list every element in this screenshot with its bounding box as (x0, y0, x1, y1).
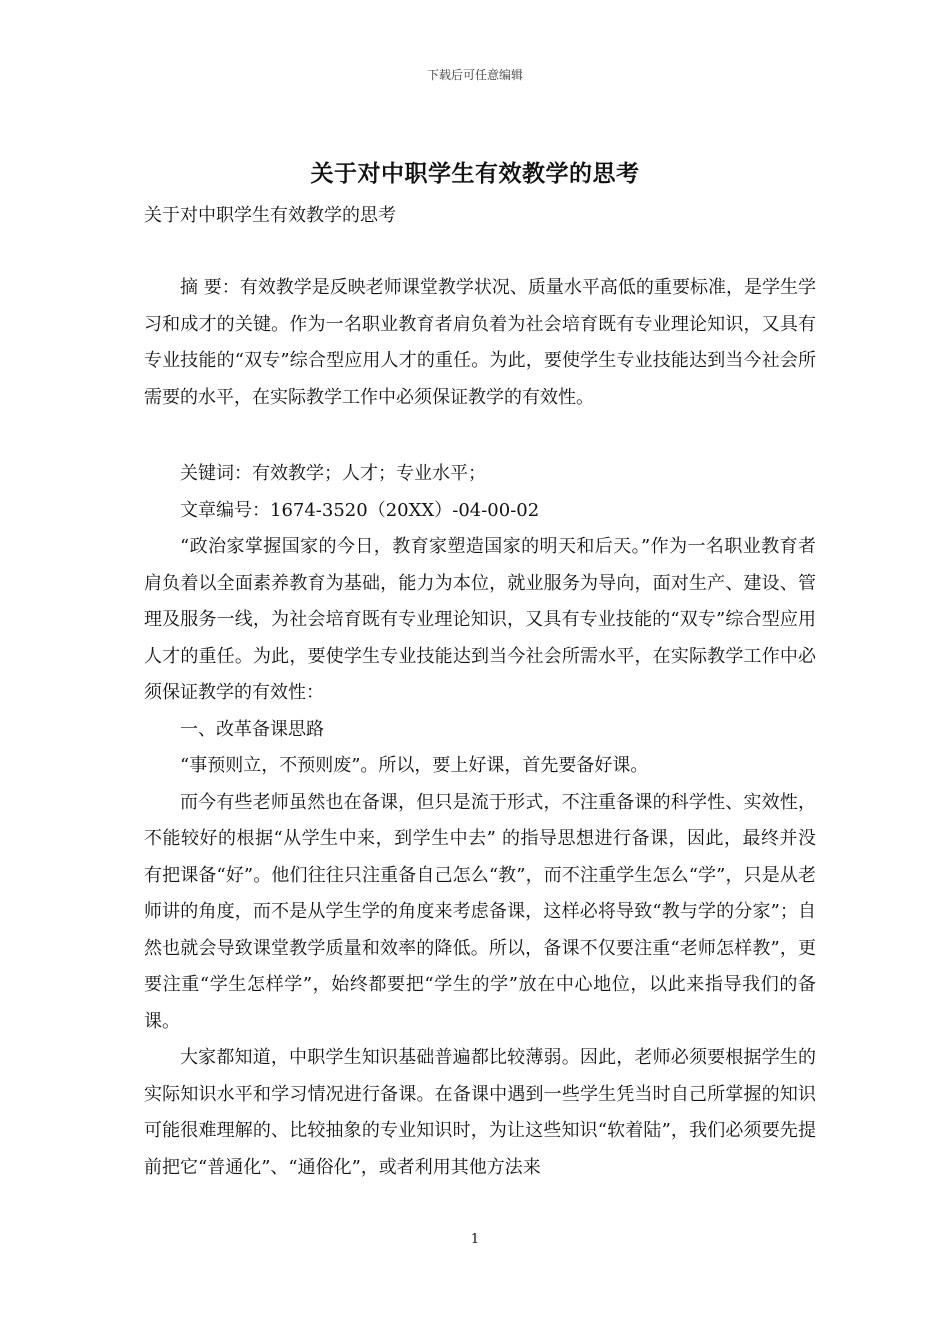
document-title: 关于对中职学生有效教学的思考 (310, 160, 640, 187)
keywords-line: 关键词：有效教学；人才；专业水平； (180, 463, 486, 484)
body-paragraph-intro: “政治家掌握国家的今日，教育家塑造国家的明天和后天。”作为一名职业教育者肩负着以全面素养教育为基础，能力为本位，就业服务为导向，面对生产、建设、管理及服务一线，为社会培育既有专业理论知识，又具有专业技能的“双专”综合型应用人才的重任。为此，要使学生专业技能达到当今社会所需水平，在实际教学工作中必须保证教学的有效性： (144, 536, 816, 703)
page-header-note: 下载后可任意编辑 (426, 68, 523, 82)
body-paragraph-student-level: 大家都知道，中职学生知识基础普遍都比较薄弱。因此，老师必须要根据学生的实际知识水平和学习情况进行备课。在备课中遇到一些学生凭当时自己所掌握的知识可能很难理解的、比较抽象的专业知识时，为让这些知识“软着陆”，我们必须要先提前把它“普通化”、“通俗化”，或者利用其他方法来 (144, 1047, 816, 1178)
section-heading-1: 一、改革备课思路 (180, 718, 324, 740)
abstract-section (144, 270, 816, 416)
abstract-paragraph: 摘 要：有效教学是反映老师课堂教学状况、质量水平高低的重要标准，是学生学习和成才的关键。作为一名职业教育者肩负着为社会培育既有专业理论知识，又具有专业技能的“双专”综合型应用人才的重任。为此，要使学生专业技能达到当今社会所需要的水平，在实际教学工作中必须保证教学的有效性。 (144, 277, 816, 408)
document-subtitle: 关于对中职学生有效教学的思考 (144, 205, 396, 226)
body-paragraph-lesson-prep: 而今有些老师虽然也在备课，但只是流于形式，不注重备课的科学性、实效性，不能较好的根据“从学生中来，到学生中去” 的指导思想进行备课，因此，最终并没有把课备“好”。他们往往只注重备自己怎么“教”，而不注重学生怎么“学”，只是从老师讲的角度，而不是从学生学的角度来考虑备课，这样必将导致“教与学的分家”；自然也就会导致课堂教学质量和效率的降低。所以，备课不仅要注重“老师怎样教”，更要注重“学生怎样学”，始终都要把“学生的学”放在中心地位，以此来指导我们的备课。 (144, 791, 816, 1032)
main-body (144, 456, 816, 1186)
body-paragraph-proverb: “事预则立，不预则废”。所以，要上好课，首先要备好课。 (180, 755, 649, 776)
article-number-line: 文章编号：1674-3520（20XX）-04-00-02 (180, 499, 540, 521)
page-number: 1 (470, 1232, 480, 1247)
